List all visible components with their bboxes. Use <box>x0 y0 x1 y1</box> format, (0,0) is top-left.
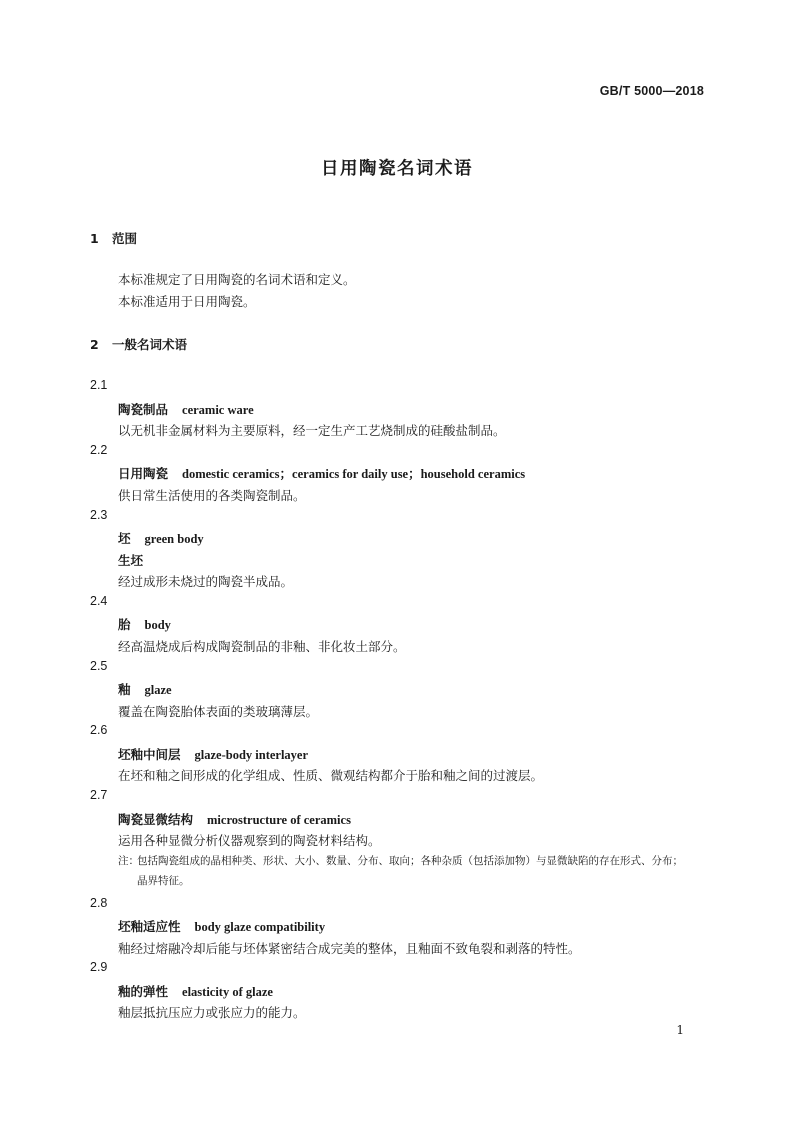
term-name-zh: 坯釉中间层 <box>118 747 181 762</box>
term-definition: 经高温烧成后构成陶瓷制品的非釉、非化妆土部分。 <box>118 639 406 654</box>
term-number: 2.4 <box>90 594 108 608</box>
term-number: 2.2 <box>90 443 108 457</box>
term-name <box>118 680 172 698</box>
term-name <box>118 529 204 547</box>
term-name-zh: 坯 <box>118 531 131 546</box>
term-number: 2.9 <box>90 960 108 974</box>
term-name-en: glaze-body interlayer <box>194 748 309 762</box>
term-definition: 经过成形未烧过的陶瓷半成品。 <box>118 574 294 589</box>
note-label: 注： <box>118 855 139 867</box>
section-heading-general-terms <box>90 335 187 353</box>
term-definition: 运用各种显微分析仪器观察到的陶瓷材料结构。 <box>118 833 381 848</box>
term-number: 2.1 <box>90 378 108 392</box>
term-name <box>118 745 308 763</box>
term-number: 2.8 <box>90 896 108 910</box>
term-name-en: body glaze compatibility <box>194 920 326 934</box>
term-name-zh: 釉 <box>118 682 131 697</box>
term-number: 2.5 <box>90 659 108 673</box>
term-name <box>118 400 254 418</box>
term-name <box>118 615 171 633</box>
term-name-zh: 陶瓷显微结构 <box>118 812 194 827</box>
term-note <box>118 851 708 891</box>
scope-paragraph-2: 本标准适用于日用陶瓷。 <box>118 294 256 309</box>
note-text-line-1: 包括陶瓷组成的晶相种类、形状、大小、数量、分布、取向；各种杂质（包括添加物）与显微缺陷的存在形式、分布； <box>137 855 683 867</box>
term-definition: 釉经过熔融冷却后能与坯体紧密结合成完美的整体，且釉面不致龟裂和剥落的特性。 <box>118 941 581 956</box>
term-number: 2.6 <box>90 723 108 737</box>
term-synonym <box>118 551 143 569</box>
term-name-en: ceramic ware <box>182 403 254 417</box>
term-synonym-zh: 生坯 <box>118 553 144 568</box>
term-name <box>118 982 273 1000</box>
term-definition: 覆盖在陶瓷胎体表面的类玻璃薄层。 <box>118 704 319 719</box>
term-name-en: microstructure of ceramics <box>207 813 351 827</box>
term-number: 2.3 <box>90 508 108 522</box>
section-heading-scope <box>90 229 137 247</box>
standard-code: GB/T 5000—2018 <box>599 84 704 98</box>
note-text-line-2: 晶界特征。 <box>137 875 190 887</box>
term-name-en: body <box>144 618 171 632</box>
term-name-zh: 日用陶瓷 <box>118 466 169 481</box>
term-name-en: glaze <box>144 683 172 697</box>
term-name <box>118 917 325 935</box>
term-name <box>118 810 351 828</box>
term-definition: 供日常生活使用的各类陶瓷制品。 <box>118 488 306 503</box>
term-definition: 以无机非金属材料为主要原料，经一定生产工艺烧制成的硅酸盐制品。 <box>118 423 506 438</box>
term-name <box>118 464 525 482</box>
term-name-zh: 坯釉适应性 <box>118 919 181 934</box>
section-title: 一般名词术语 <box>112 337 188 352</box>
page-number: 1 <box>676 1023 684 1037</box>
section-title: 范围 <box>112 231 138 246</box>
term-definition: 釉层抵抗压应力或张应力的能力。 <box>118 1005 306 1020</box>
section-number: 2 <box>90 337 99 352</box>
term-number: 2.7 <box>90 788 108 802</box>
term-name-zh: 釉的弹性 <box>118 984 169 999</box>
scope-paragraph-1: 本标准规定了日用陶瓷的名词术语和定义。 <box>118 272 356 287</box>
term-name-zh: 陶瓷制品 <box>118 402 169 417</box>
document-title: 日用陶瓷名词术语 <box>321 159 473 179</box>
term-name-en: green body <box>144 532 204 546</box>
term-name-en: elasticity of glaze <box>182 985 273 999</box>
term-name-zh: 胎 <box>118 617 131 632</box>
section-number: 1 <box>90 231 99 246</box>
term-definition: 在坯和釉之间形成的化学组成、性质、微观结构都介于胎和釉之间的过渡层。 <box>118 768 544 783</box>
term-name-en: domestic ceramics；ceramics for daily use；household ceramics <box>182 467 526 481</box>
